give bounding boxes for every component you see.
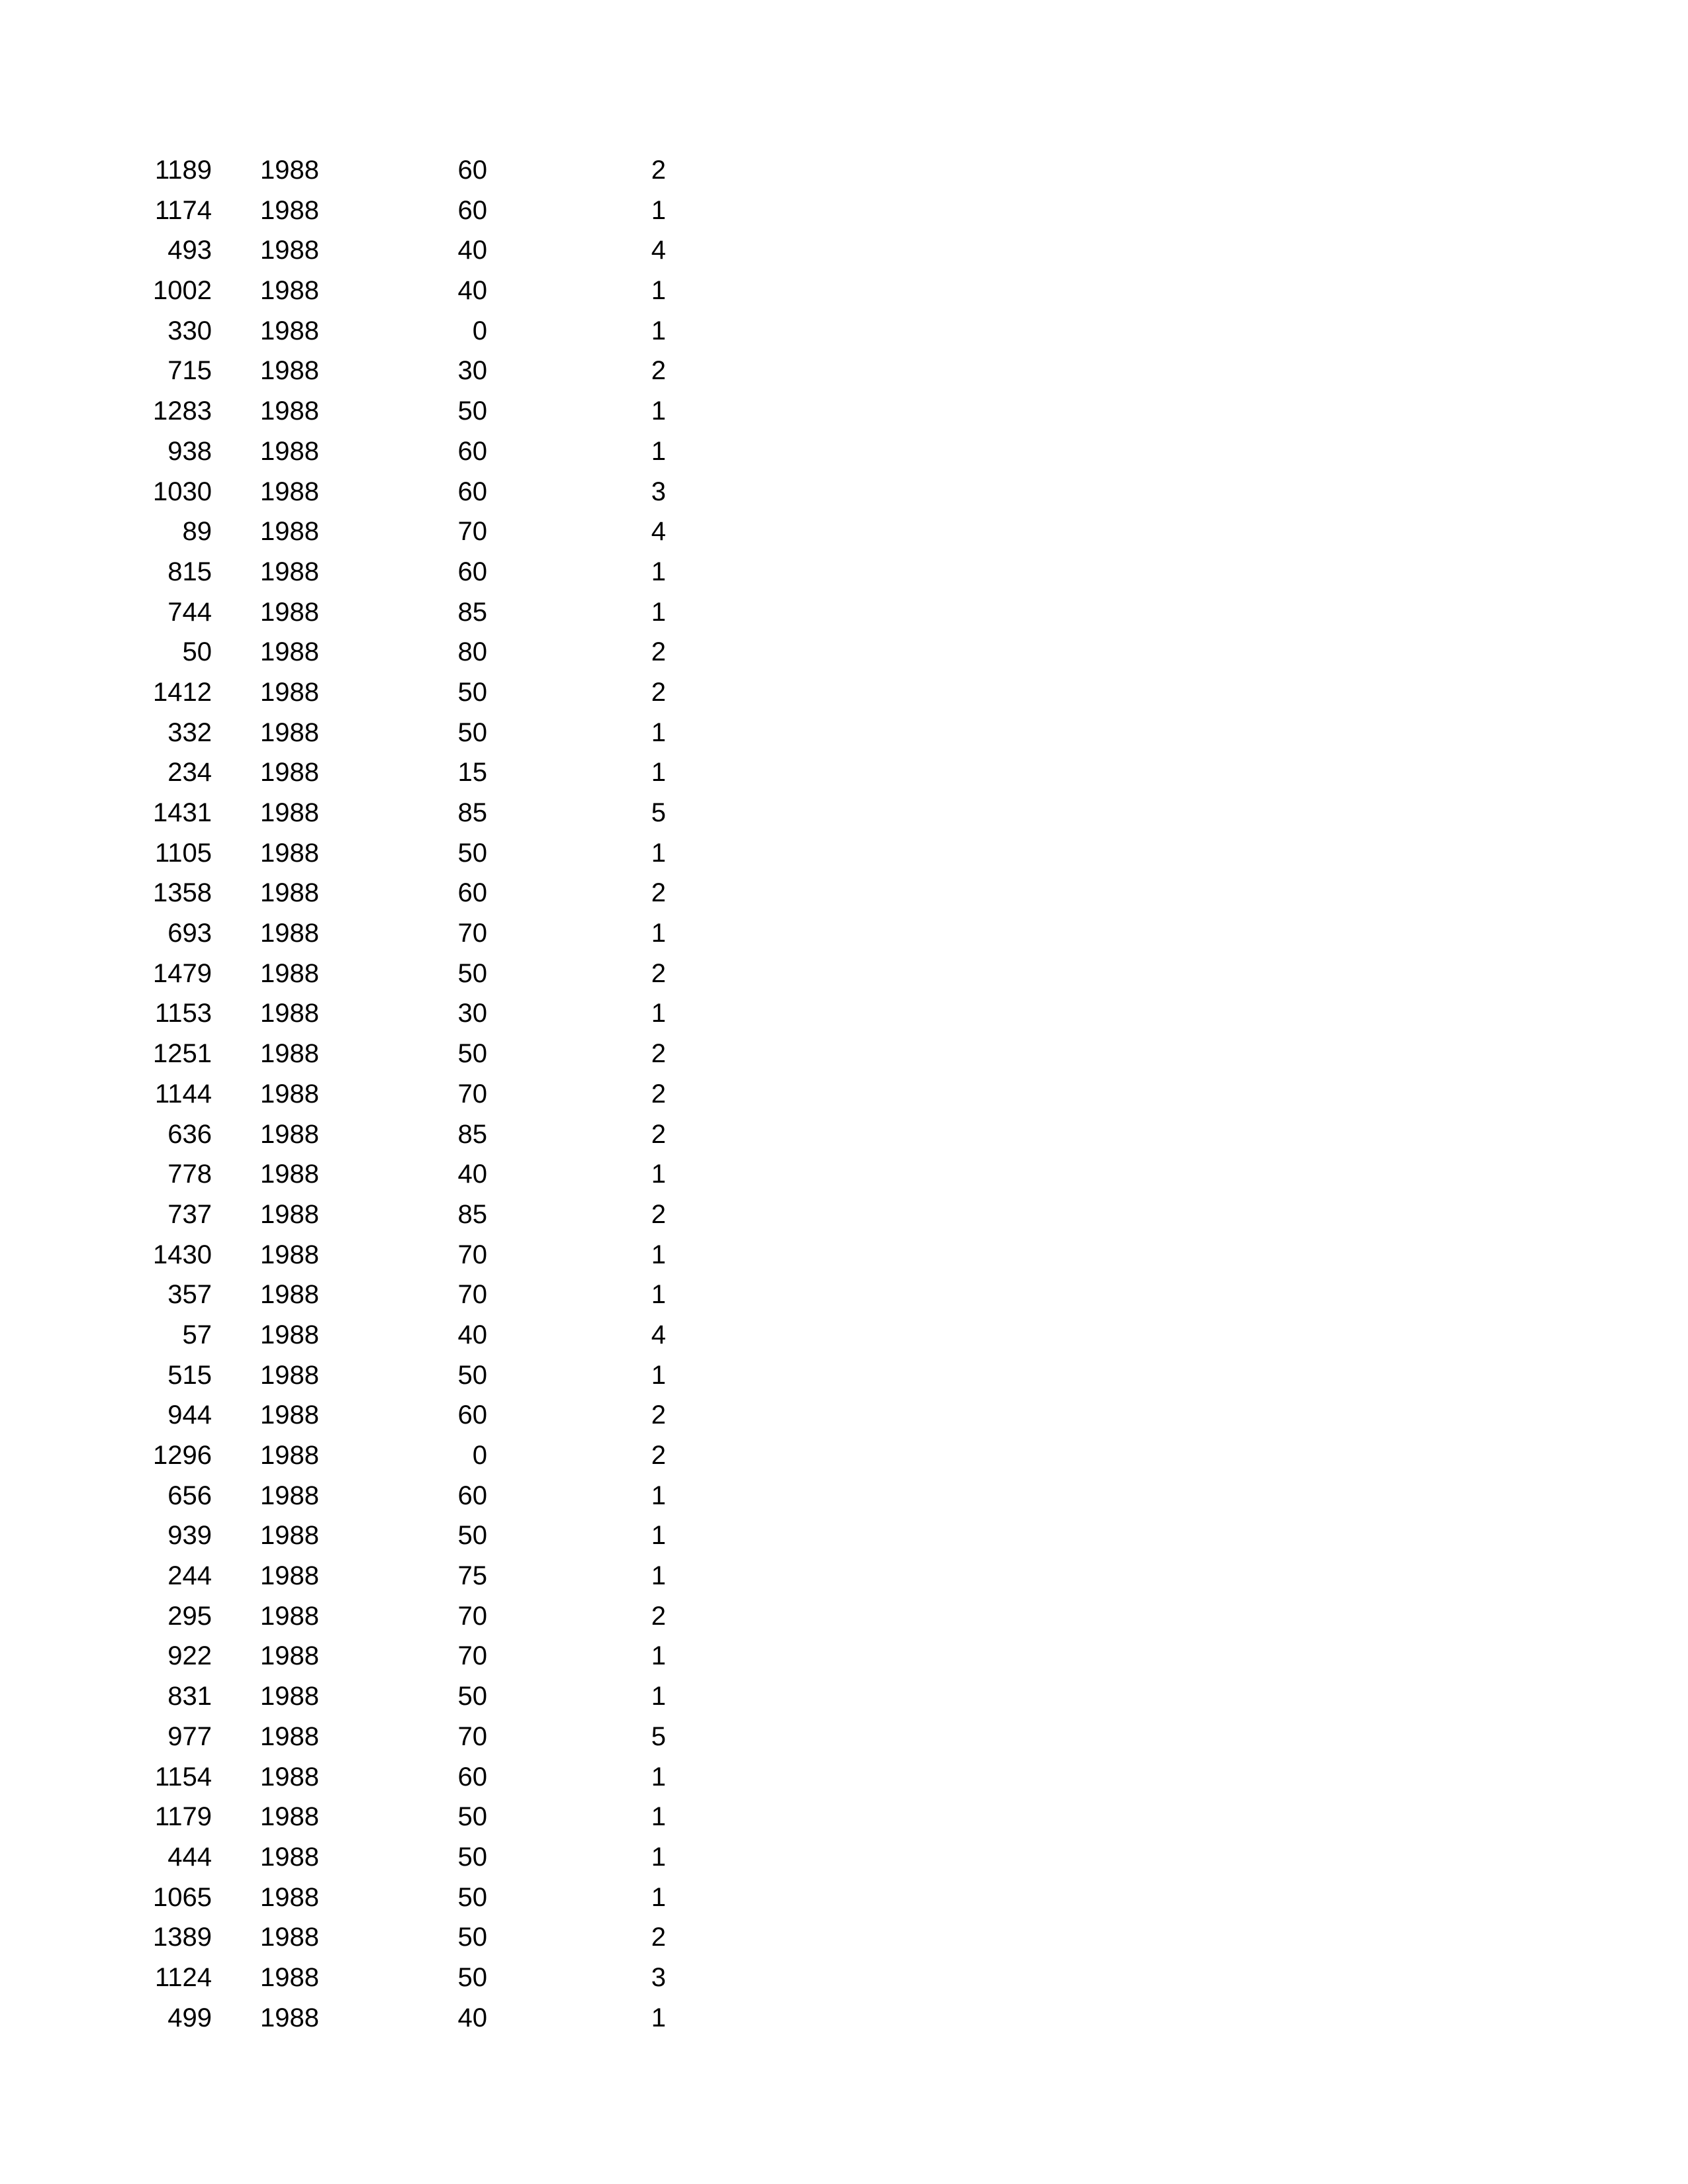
value-cell: 60 [457,436,487,466]
table-row [0,592,1688,633]
value-cell: 50 [457,1682,487,1711]
data-table [0,150,1688,2038]
id-cell: 1296 [153,1441,212,1470]
table-row [0,1837,1688,1878]
count-cell: 2 [651,1923,666,1952]
year-cell: 1988 [260,677,319,707]
year-cell: 1988 [260,1320,319,1349]
value-cell: 85 [457,1119,487,1149]
table-row [0,1115,1688,1155]
count-cell: 2 [651,1441,666,1470]
count-cell: 1 [651,1480,666,1510]
year-cell: 1988 [260,637,319,667]
table-row [0,391,1688,432]
value-cell: 85 [457,597,487,627]
year-cell: 1988 [260,517,319,547]
count-cell: 1 [651,1561,666,1591]
value-cell: 50 [457,717,487,747]
count-cell: 1 [651,1360,666,1390]
value-cell: 50 [457,1039,487,1069]
count-cell: 4 [651,517,666,547]
year-cell: 1988 [260,477,319,506]
id-cell: 244 [167,1561,212,1591]
year-cell: 1988 [260,276,319,306]
year-cell: 1988 [260,1400,319,1430]
value-cell: 40 [457,2003,487,2032]
table-row [0,1636,1688,1676]
table-row [0,1958,1688,1998]
count-cell: 1 [651,838,666,868]
count-cell: 2 [651,1039,666,1069]
id-cell: 1144 [154,1079,212,1109]
year-cell: 1988 [260,436,319,466]
id-cell: 1174 [154,195,212,225]
count-cell: 1 [651,758,666,788]
id-cell: 1283 [153,396,212,426]
id-cell: 295 [167,1601,212,1631]
id-cell: 1124 [154,1962,212,1992]
table-row [0,1435,1688,1476]
table-row [0,311,1688,351]
value-cell: 50 [457,396,487,426]
value-cell: 40 [457,1320,487,1349]
table-row [0,1757,1688,1797]
value-cell: 15 [457,758,487,788]
count-cell: 2 [651,677,666,707]
count-cell: 1 [651,2003,666,2032]
id-cell: 1358 [153,878,212,908]
year-cell: 1988 [260,1561,319,1591]
count-cell: 5 [651,798,666,827]
id-cell: 636 [167,1119,212,1149]
id-cell: 1189 [154,156,212,185]
table-row [0,472,1688,512]
value-cell: 60 [457,1400,487,1430]
value-cell: 50 [457,1360,487,1390]
value-cell: 70 [457,517,487,547]
year-cell: 1988 [260,356,319,386]
id-cell: 1153 [154,999,212,1028]
year-cell: 1988 [260,919,319,948]
value-cell: 70 [457,919,487,948]
year-cell: 1988 [260,758,319,788]
count-cell: 1 [651,1521,666,1551]
id-cell: 715 [167,356,212,386]
value-cell: 40 [457,236,487,265]
value-cell: 40 [457,276,487,306]
value-cell: 0 [472,1441,487,1470]
table-row [0,833,1688,874]
id-cell: 831 [167,1682,212,1711]
year-cell: 1988 [260,798,319,827]
count-cell: 2 [651,1119,666,1149]
table-row [0,1516,1688,1556]
id-cell: 357 [167,1280,212,1310]
id-cell: 89 [182,517,212,547]
table-row [0,954,1688,994]
table-row [0,752,1688,793]
id-cell: 493 [167,236,212,265]
year-cell: 1988 [260,958,319,988]
table-row [0,1395,1688,1435]
value-cell: 50 [457,1802,487,1832]
year-cell: 1988 [260,557,319,586]
count-cell: 1 [651,195,666,225]
count-cell: 2 [651,356,666,386]
count-cell: 2 [651,958,666,988]
table-row [0,1315,1688,1355]
id-cell: 744 [167,597,212,627]
count-cell: 1 [651,1280,666,1310]
value-cell: 30 [457,999,487,1028]
year-cell: 1988 [260,396,319,426]
count-cell: 1 [651,557,666,586]
id-cell: 939 [167,1521,212,1551]
year-cell: 1988 [260,1280,319,1310]
id-cell: 938 [167,436,212,466]
year-cell: 1988 [260,156,319,185]
count-cell: 1 [651,316,666,345]
count-cell: 1 [651,1802,666,1832]
year-cell: 1988 [260,999,319,1028]
value-cell: 60 [457,1480,487,1510]
count-cell: 1 [651,1240,666,1269]
year-cell: 1988 [260,195,319,225]
year-cell: 1988 [260,1962,319,1992]
count-cell: 1 [651,436,666,466]
value-cell: 50 [457,1923,487,1952]
value-cell: 60 [457,195,487,225]
table-row [0,1676,1688,1717]
count-cell: 2 [651,637,666,667]
count-cell: 2 [651,1601,666,1631]
id-cell: 1179 [154,1802,212,1832]
year-cell: 1988 [260,1721,319,1751]
table-row [0,1074,1688,1115]
value-cell: 50 [457,1521,487,1551]
table-row [0,1596,1688,1637]
id-cell: 234 [167,758,212,788]
table-row [0,552,1688,592]
table-row [0,1797,1688,1837]
value-cell: 85 [457,1199,487,1229]
id-cell: 50 [182,637,212,667]
table-row [0,1034,1688,1074]
count-cell: 4 [651,236,666,265]
year-cell: 1988 [260,1360,319,1390]
table-row [0,1917,1688,1958]
table-row [0,1195,1688,1235]
value-cell: 60 [457,156,487,185]
count-cell: 1 [651,396,666,426]
year-cell: 1988 [260,2003,319,2032]
year-cell: 1988 [260,236,319,265]
table-row [0,793,1688,833]
table-row [0,191,1688,231]
count-cell: 2 [651,878,666,908]
value-cell: 50 [457,1962,487,1992]
value-cell: 70 [457,1240,487,1269]
count-cell: 1 [651,999,666,1028]
year-cell: 1988 [260,1441,319,1470]
table-row [0,632,1688,672]
id-cell: 1430 [153,1240,212,1269]
table-row [0,1235,1688,1275]
table-row [0,993,1688,1034]
count-cell: 3 [651,477,666,506]
table-row [0,1154,1688,1195]
value-cell: 70 [457,1280,487,1310]
value-cell: 50 [457,1882,487,1912]
id-cell: 499 [167,2003,212,2032]
value-cell: 50 [457,677,487,707]
count-cell: 1 [651,717,666,747]
year-cell: 1988 [260,1802,319,1832]
id-cell: 1105 [154,838,212,868]
count-cell: 2 [651,1199,666,1229]
count-cell: 2 [651,1400,666,1430]
year-cell: 1988 [260,1923,319,1952]
value-cell: 60 [457,477,487,506]
count-cell: 4 [651,1320,666,1349]
table-row [0,432,1688,472]
id-cell: 922 [167,1641,212,1671]
count-cell: 2 [651,1079,666,1109]
value-cell: 60 [457,1762,487,1792]
id-cell: 944 [167,1400,212,1430]
table-row [0,1998,1688,2038]
value-cell: 50 [457,1842,487,1872]
table-row [0,1878,1688,1918]
count-cell: 1 [651,1641,666,1671]
id-cell: 1251 [153,1039,212,1069]
count-cell: 1 [651,276,666,306]
id-cell: 1065 [153,1882,212,1912]
id-cell: 1412 [153,677,212,707]
id-cell: 332 [167,717,212,747]
table-row [0,1275,1688,1315]
year-cell: 1988 [260,1601,319,1631]
id-cell: 1030 [153,477,212,506]
id-cell: 1431 [153,798,212,827]
year-cell: 1988 [260,1521,319,1551]
id-cell: 515 [167,1360,212,1390]
year-cell: 1988 [260,1842,319,1872]
year-cell: 1988 [260,1160,319,1189]
value-cell: 60 [457,557,487,586]
table-row [0,230,1688,271]
year-cell: 1988 [260,1199,319,1229]
year-cell: 1988 [260,1039,319,1069]
year-cell: 1988 [260,1882,319,1912]
table-row [0,1476,1688,1516]
count-cell: 1 [651,597,666,627]
year-cell: 1988 [260,597,319,627]
count-cell: 1 [651,919,666,948]
id-cell: 815 [167,557,212,586]
table-row [0,150,1688,191]
count-cell: 3 [651,1962,666,1992]
year-cell: 1988 [260,878,319,908]
value-cell: 70 [457,1721,487,1751]
count-cell: 2 [651,156,666,185]
year-cell: 1988 [260,1079,319,1109]
value-cell: 70 [457,1601,487,1631]
count-cell: 1 [651,1160,666,1189]
year-cell: 1988 [260,1641,319,1671]
id-cell: 57 [182,1320,212,1349]
id-cell: 444 [167,1842,212,1872]
year-cell: 1988 [260,1240,319,1269]
id-cell: 1154 [154,1762,212,1792]
value-cell: 80 [457,637,487,667]
table-row [0,271,1688,311]
value-cell: 50 [457,838,487,868]
id-cell: 656 [167,1480,212,1510]
table-row [0,512,1688,552]
id-cell: 1389 [153,1923,212,1952]
table-row [0,351,1688,391]
table-row [0,1355,1688,1396]
table-row [0,873,1688,913]
count-cell: 1 [651,1842,666,1872]
id-cell: 330 [167,316,212,345]
count-cell: 1 [651,1882,666,1912]
value-cell: 60 [457,878,487,908]
year-cell: 1988 [260,1480,319,1510]
year-cell: 1988 [260,1762,319,1792]
value-cell: 75 [457,1561,487,1591]
value-cell: 40 [457,1160,487,1189]
value-cell: 85 [457,798,487,827]
id-cell: 977 [167,1721,212,1751]
id-cell: 693 [167,919,212,948]
id-cell: 1479 [153,958,212,988]
value-cell: 30 [457,356,487,386]
value-cell: 70 [457,1079,487,1109]
value-cell: 0 [472,316,487,345]
table-row [0,713,1688,753]
table-row [0,913,1688,954]
year-cell: 1988 [260,316,319,345]
table-row [0,1717,1688,1757]
id-cell: 737 [167,1199,212,1229]
table-row [0,1556,1688,1596]
year-cell: 1988 [260,717,319,747]
table-row [0,672,1688,713]
count-cell: 1 [651,1682,666,1711]
value-cell: 50 [457,958,487,988]
count-cell: 5 [651,1721,666,1751]
id-cell: 1002 [153,276,212,306]
count-cell: 1 [651,1762,666,1792]
year-cell: 1988 [260,1682,319,1711]
id-cell: 778 [167,1160,212,1189]
value-cell: 70 [457,1641,487,1671]
year-cell: 1988 [260,838,319,868]
year-cell: 1988 [260,1119,319,1149]
